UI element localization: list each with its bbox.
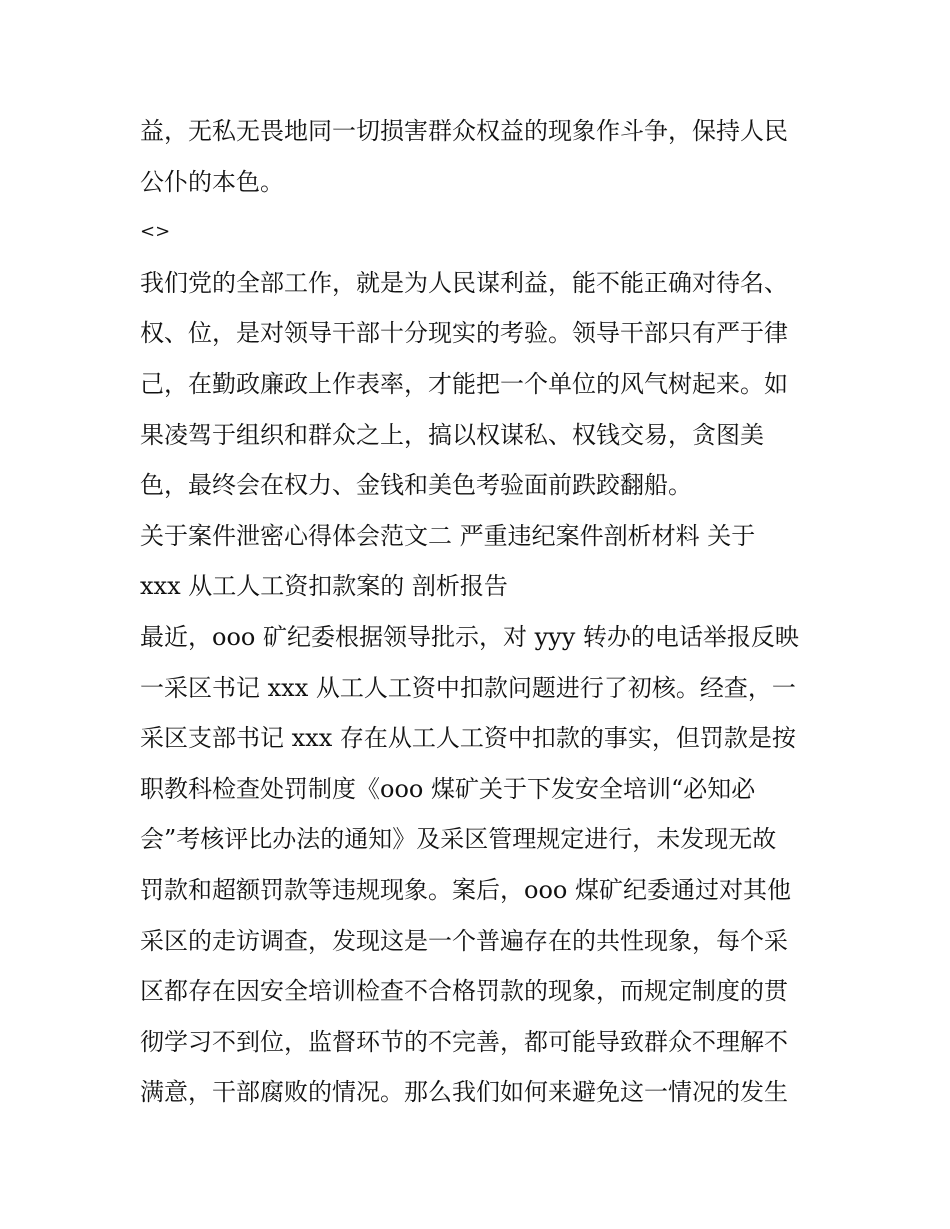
text-line: 彻学习不到位，监督环节的不完善，都可能导致群众不理解不	[140, 1027, 788, 1056]
text-line: 采区支部书记 xxx 存在从工人工资中扣款的事实，但罚款是按	[140, 724, 796, 753]
text-line: 己，在勤政廉政上作表率，才能把一个单位的风气树起来。如	[140, 369, 788, 398]
text-line: 果凌驾于组织和群众之上，搞以权谋私、权钱交易，贪图美	[140, 420, 764, 449]
text-line: 权、位，是对领导干部十分现实的考验。领导干部只有严于律	[140, 319, 788, 348]
text-line: <>	[140, 221, 171, 243]
text-line: 会”考核评比办法的通知》及采区管理规定进行，未发现无故	[140, 825, 777, 854]
text-line: 益，无私无畏地同一切损害群众权益的现象作斗争，保持人民	[140, 117, 788, 145]
text-line: 色，最终会在权力、金钱和美色考验面前跌跤翻船。	[140, 471, 692, 500]
text-line: 我们党的全部工作，就是为人民谋利益，能不能正确对待名、	[140, 268, 788, 297]
document-body	[140, 106, 820, 1118]
text-line: 罚款和超额罚款等违规现象。案后，ooo 煤矿纪委通过对其他	[140, 875, 791, 904]
text-line: 一采区书记 xxx 从工人工资中扣款问题进行了初核。经查，一	[140, 673, 796, 702]
text-line: 采区的走访调查，发现这是一个普遍存在的共性现象，每个采	[140, 926, 788, 955]
text-line: 关于案件泄密心得体会范文二 严重违纪案件剖析材料 关于	[140, 521, 756, 550]
text-line: 满意，干部腐败的情况。那么我们如何来避免这一情况的发生	[140, 1078, 788, 1107]
text-line: 最近，ooo 矿纪委根据领导批示，对 yyy 转办的电话举报反映	[140, 622, 799, 651]
text-line: 公仆的本色。	[140, 167, 284, 196]
text-line: 职教科检查处罚制度《ooo 煤矿关于下发安全培训“必知必	[140, 774, 756, 803]
text-line: xxx 从工人工资扣款案的 剖析报告	[140, 572, 508, 601]
text-line: 区都存在因安全培训检查不合格罚款的现象，而规定制度的贯	[140, 977, 788, 1006]
